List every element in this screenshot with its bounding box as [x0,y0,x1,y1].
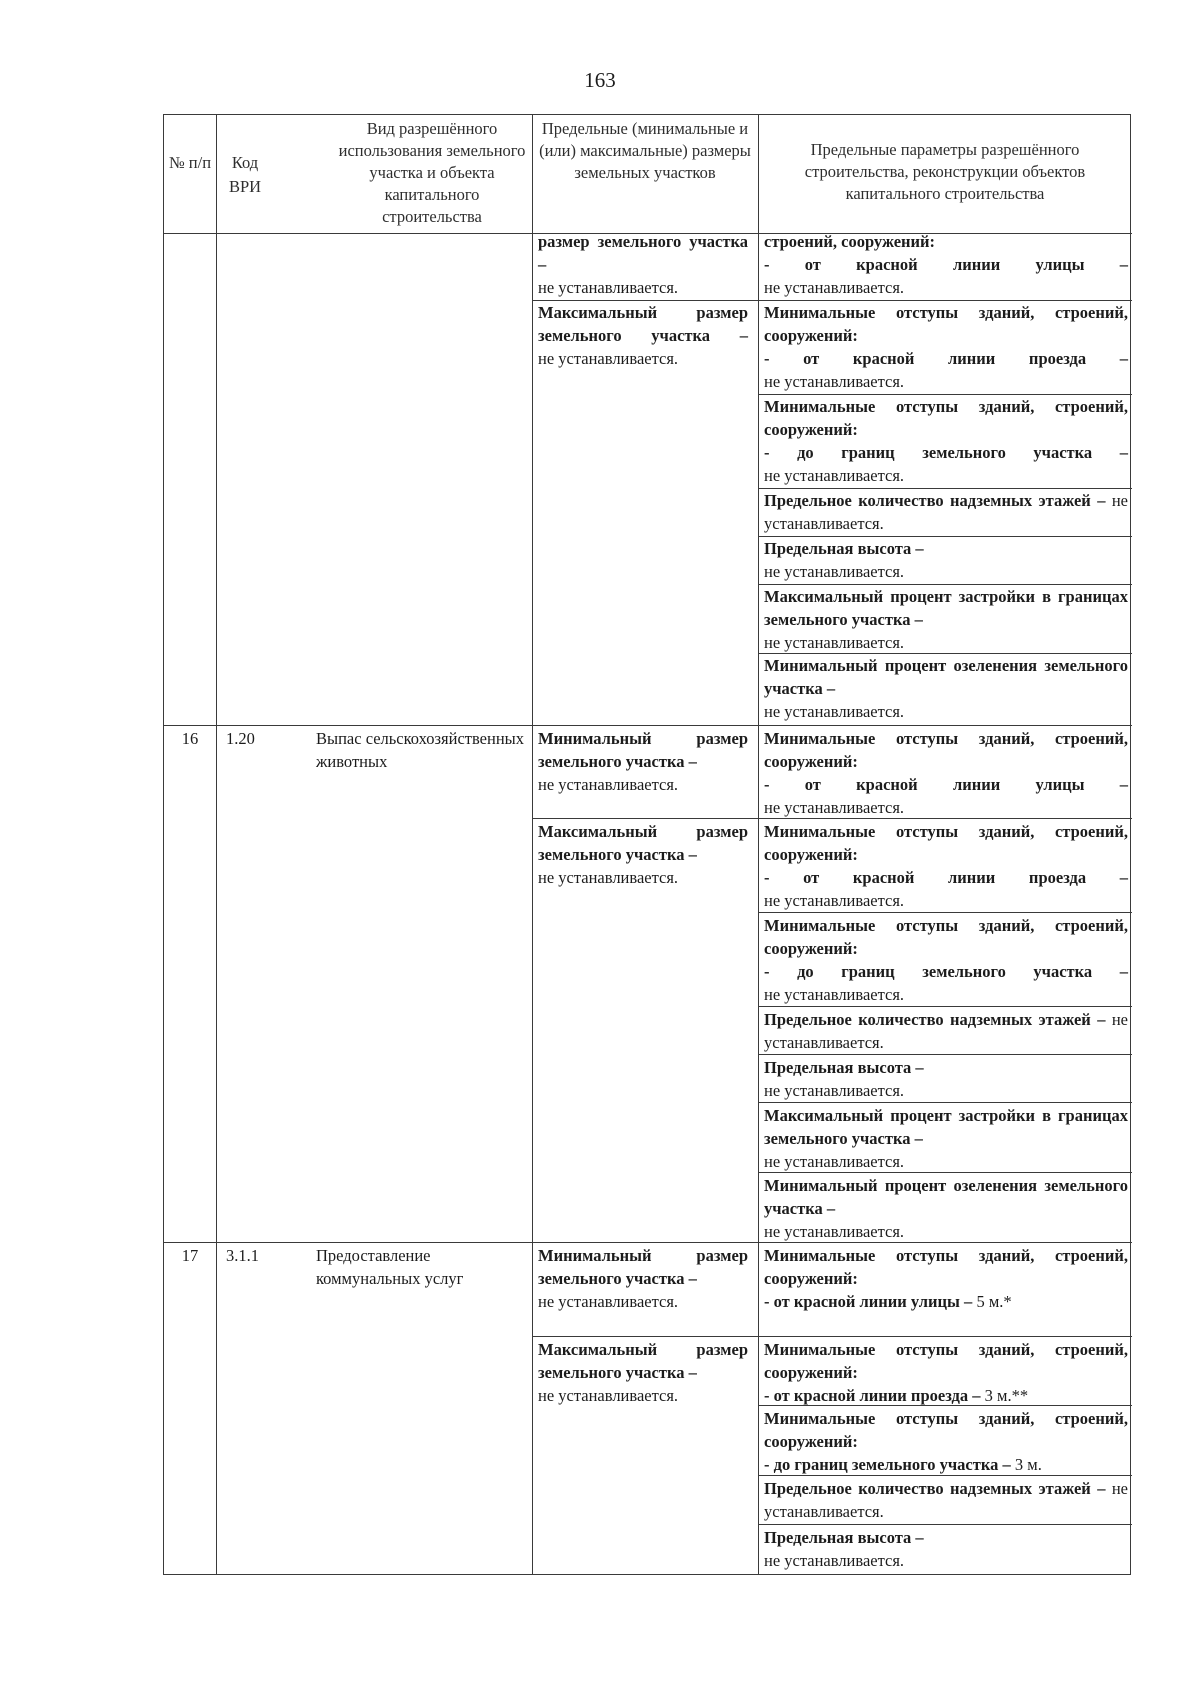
plot-size-max-cont: Максимальный размер земельного участка – не устанавливается. [538,303,748,368]
row-16-num: 16 [181,729,199,748]
row-17-use-type: Предоставление коммунальных услуг [316,1246,464,1288]
row-rule [758,1524,1132,1525]
col-divider [758,115,759,1574]
row-17-floors-limit: Предельное количество надземных этажей – не устанавливается. [764,1479,1128,1521]
plot-size-min-cont: размер земельного участка – не устанавливается. [538,232,748,297]
header-build-params: Предельные параметры разрешённого строительства, реконструкции объектов капитального строительства [804,140,1086,203]
row-16-code: 1.20 [226,729,255,748]
row-16-floors-limit: Предельное количество надземных этажей – не устанавливается. [764,1010,1128,1052]
floors-limit-cont: Предельное количество надземных этажей – не устанавливается. [764,491,1128,533]
row-16-setback-boundary: Минимальные отступы зданий, строений, сооружений: - до границ земельного участка – не устанавливается. [764,916,1128,1004]
zoning-parameters-table [163,114,1131,1575]
row-17-code: 3.1.1 [226,1246,259,1265]
setback-boundary-cont: Минимальные отступы зданий, строений, сооружений: - до границ земельного участка – не устанавливается. [764,397,1128,485]
setback-street-cont: строений, сооружений: - от красной линии улицы – не устанавливается. [764,232,1128,297]
min-green-pct-cont: Минимальный процент озеленения земельного участка – не устанавливается. [764,656,1128,721]
row-17-setback-driveway: Минимальные отступы зданий, строений, сооружений: - от красной линии проезда – 3 м.** [764,1340,1128,1405]
row-rule [758,1102,1132,1103]
header-num: № п/п [168,153,212,172]
row-17-num: 17 [181,1246,199,1265]
col-divider [532,115,533,1574]
row-rule [532,1336,1132,1337]
row-17-plot-min: Минимальный размер земельного участка – не устанавливается. [538,1246,748,1311]
header-use-type: Вид разрешённого использования земельного участка и объекта капитального строительства [338,119,526,226]
row-rule [758,1006,1132,1007]
row-17-plot-max: Максимальный размер земельного участка – не устанавливается. [538,1340,748,1405]
row-16-setback-street: Минимальные отступы зданий, строений, сооружений: - от красной линии улицы – не устанавливается. [764,729,1128,817]
row-17-setback-boundary: Минимальные отступы зданий, строений, сооружений: - до границ земельного участка – 3 м. [764,1409,1128,1474]
row-16-use-type: Выпас сельскохозяйственных животных [316,729,524,771]
page-number: 163 [584,68,616,92]
row-16-max-building-pct: Максимальный процент застройки в границах земельного участка – не устанавливается. [764,1106,1128,1171]
row-16-plot-min: Минимальный размер земельного участка – не устанавливается. [538,729,748,794]
max-building-pct-cont: Максимальный процент застройки в границах земельного участка – не устанавливается. [764,587,1128,652]
row-16-plot-max: Максимальный размер земельного участка – не устанавливается. [538,822,748,887]
height-limit-cont: Предельная высота – не устанавливается. [764,539,924,581]
row-16-height-limit: Предельная высота – не устанавливается. [764,1058,924,1100]
row-rule [758,1054,1132,1055]
row-17-setback-street: Минимальные отступы зданий, строений, сооружений: - от красной линии улицы – 5 м.* [764,1246,1128,1311]
row-16-min-green-pct: Минимальный процент озеленения земельного участка – не устанавливается. [764,1176,1128,1241]
row-rule [164,725,1132,726]
col-divider [216,115,217,1574]
header-plot-sizes: Предельные (минимальные и (или) максимальные) размеры земельных участков [539,119,751,182]
header-code: Код ВРИ [228,153,262,196]
setback-driveway-cont: Минимальные отступы зданий, строений, сооружений: - от красной линии проезда – не устанавливается. [764,303,1128,391]
row-rule [758,912,1132,913]
row-16-setback-driveway: Минимальные отступы зданий, строений, сооружений: - от красной линии проезда – не устанавливается. [764,822,1128,910]
row-17-height-limit: Предельная высота – не устанавливается. [764,1528,924,1570]
